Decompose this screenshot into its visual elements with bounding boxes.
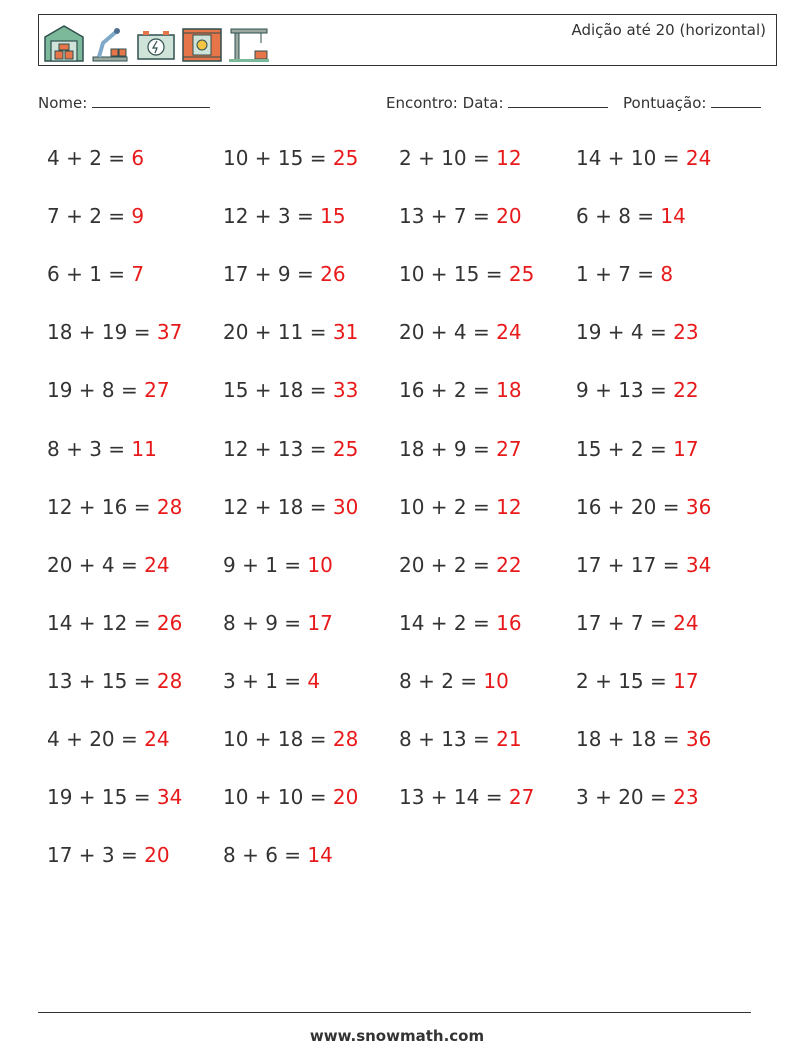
problem-answer: 11 — [131, 436, 157, 461]
problem-answer: 25 — [332, 146, 359, 170]
problem-answer: 24 — [144, 727, 170, 751]
problem-question: 4 + 20 = — [47, 727, 138, 751]
problem-answer: 23 — [673, 320, 699, 345]
problem-question: 20 + 2 = — [399, 552, 490, 577]
problem-item — [399, 437, 522, 461]
score-blank — [711, 93, 761, 108]
problem-question: 13 + 7 = — [399, 204, 490, 229]
problem-answer: 36 — [685, 494, 712, 519]
problem-question: 2 + 10 = — [399, 146, 490, 170]
problem-item — [399, 204, 522, 228]
problem-item — [47, 262, 144, 286]
problem-question: 10 + 2 = — [399, 494, 490, 519]
problem-answer: 34 — [156, 785, 183, 810]
problem-item — [223, 553, 333, 577]
problem-question: 6 + 8 = — [576, 204, 655, 229]
crane-icon — [227, 23, 271, 63]
problem-question: 8 + 2 = — [399, 668, 478, 693]
problem-item — [223, 495, 358, 519]
problem-answer: 8 — [660, 262, 674, 287]
problem-item — [47, 146, 144, 170]
score-label: Pontuação: — [623, 94, 707, 112]
problem-answer: 28 — [332, 727, 359, 751]
problem-answer: 23 — [673, 785, 699, 810]
problem-question: 16 + 2 = — [399, 378, 490, 403]
problem-answer: 21 — [496, 727, 522, 751]
problem-item — [223, 843, 333, 867]
problem-answer: 16 — [496, 610, 522, 635]
problem-answer: 14 — [307, 843, 333, 868]
problem-item — [223, 378, 358, 402]
problem-answer: 24 — [673, 610, 699, 635]
problem-answer: 25 — [332, 436, 359, 461]
problem-item — [47, 843, 170, 867]
problem-question: 18 + 19 = — [47, 320, 151, 345]
problem-answer: 26 — [156, 610, 183, 635]
problem-item — [399, 146, 522, 170]
problem-item — [223, 262, 346, 286]
problem-answer: 20 — [144, 843, 170, 868]
problem-question: 12 + 13 = — [223, 436, 327, 461]
problem-item — [223, 146, 358, 170]
problem-answer: 25 — [508, 262, 535, 287]
problem-question: 18 + 18 = — [576, 727, 680, 751]
problem-item — [47, 669, 182, 693]
problem-item — [223, 204, 346, 228]
problem-item — [576, 727, 711, 751]
problem-item — [223, 320, 358, 344]
problem-answer: 10 — [483, 668, 509, 693]
problem-answer: 17 — [307, 610, 333, 635]
problem-item — [47, 204, 144, 228]
problem-question: 6 + 1 = — [47, 262, 126, 287]
date-label: Data: — [462, 94, 504, 112]
oil-barrel-icon — [181, 23, 223, 63]
problem-question: 9 + 1 = — [223, 552, 302, 577]
problem-item — [576, 669, 699, 693]
problem-item — [399, 553, 522, 577]
score-field — [623, 93, 761, 112]
problem-question: 8 + 3 = — [47, 436, 126, 461]
problem-item — [576, 262, 673, 286]
problem-question: 16 + 20 = — [576, 494, 680, 519]
date-blank — [508, 93, 608, 108]
problem-question: 10 + 15 = — [399, 262, 503, 287]
problem-question: 10 + 10 = — [223, 785, 327, 810]
problem-item — [223, 785, 358, 809]
problem-question: 2 + 15 = — [576, 668, 667, 693]
problem-question: 12 + 18 = — [223, 494, 327, 519]
problem-answer: 7 — [131, 262, 145, 287]
problem-item — [576, 146, 711, 170]
problem-answer: 18 — [496, 378, 522, 403]
problem-item — [47, 320, 182, 344]
problem-question: 17 + 3 = — [47, 843, 138, 868]
problem-question: 17 + 9 = — [223, 262, 314, 287]
problem-question: 14 + 10 = — [576, 146, 680, 170]
problem-item — [399, 785, 534, 809]
problem-question: 10 + 15 = — [223, 146, 327, 170]
name-field — [38, 93, 210, 112]
problem-answer: 34 — [685, 552, 712, 577]
problem-question: 13 + 14 = — [399, 785, 503, 810]
problem-answer: 27 — [508, 785, 535, 810]
problem-answer: 33 — [332, 378, 359, 403]
problem-answer: 4 — [307, 668, 321, 693]
problem-answer: 20 — [332, 785, 359, 810]
problem-answer: 28 — [156, 494, 183, 519]
problem-question: 7 + 2 = — [47, 204, 126, 229]
problem-answer: 10 — [307, 552, 333, 577]
problem-item — [576, 437, 699, 461]
problem-question: 12 + 16 = — [47, 494, 151, 519]
problem-item — [47, 553, 170, 577]
problem-question: 20 + 11 = — [223, 320, 327, 345]
problem-answer: 24 — [144, 552, 170, 577]
problem-item — [576, 378, 699, 402]
worksheet-title: Adição até 20 (horizontal) — [571, 21, 766, 39]
problem-question: 10 + 18 = — [223, 727, 327, 751]
problem-answer: 31 — [332, 320, 359, 345]
problem-item — [47, 378, 170, 402]
problem-answer: 22 — [673, 378, 699, 403]
header-icons — [43, 19, 271, 63]
problem-question: 18 + 9 = — [399, 436, 490, 461]
problem-item — [576, 204, 686, 228]
problem-question: 9 + 13 = — [576, 378, 667, 403]
problem-item — [223, 611, 333, 635]
problem-item — [576, 495, 711, 519]
problem-question: 13 + 15 = — [47, 668, 151, 693]
problem-answer: 24 — [685, 146, 712, 170]
problem-question: 20 + 4 = — [399, 320, 490, 345]
problem-answer: 20 — [496, 204, 522, 229]
problem-answer: 12 — [496, 494, 522, 519]
problem-answer: 17 — [673, 668, 699, 693]
problem-question: 8 + 13 = — [399, 727, 490, 751]
problem-question: 14 + 12 = — [47, 610, 151, 635]
problem-question: 12 + 3 = — [223, 204, 314, 229]
problem-question: 4 + 2 = — [47, 146, 126, 170]
worksheet-header — [38, 14, 777, 66]
problem-item — [399, 669, 509, 693]
problem-item — [399, 320, 522, 344]
robot-arm-icon — [89, 23, 131, 63]
problem-question: 20 + 4 = — [47, 552, 138, 577]
problem-question: 8 + 6 = — [223, 843, 302, 868]
problem-answer: 17 — [673, 436, 699, 461]
problem-answer: 6 — [131, 146, 145, 170]
problem-item — [399, 611, 522, 635]
problem-item — [47, 495, 182, 519]
problem-answer: 15 — [320, 204, 346, 229]
problem-answer: 9 — [131, 204, 145, 229]
problem-item — [47, 437, 157, 461]
problem-question: 14 + 2 = — [399, 610, 490, 635]
battery-icon — [135, 23, 177, 63]
problem-item — [576, 320, 699, 344]
problem-item — [399, 727, 522, 751]
problem-item — [223, 437, 358, 461]
problem-item — [47, 785, 182, 809]
problem-question: 3 + 20 = — [576, 785, 667, 810]
footer-url: www.snowmath.com — [309, 1027, 485, 1045]
name-label: Nome: — [38, 94, 88, 112]
footer-divider — [38, 1012, 751, 1013]
problem-item — [576, 553, 711, 577]
problem-item — [399, 262, 534, 286]
problem-question: 15 + 2 = — [576, 436, 667, 461]
problem-item — [399, 378, 522, 402]
problem-item — [223, 669, 320, 693]
problem-item — [47, 727, 170, 751]
problem-answer: 24 — [496, 320, 522, 345]
problem-answer: 28 — [156, 668, 183, 693]
problem-item — [399, 495, 522, 519]
problem-question: 17 + 7 = — [576, 610, 667, 635]
problem-question: 17 + 17 = — [576, 552, 680, 577]
meeting-date-field — [386, 93, 608, 112]
meeting-label: Encontro: — [386, 94, 458, 112]
problem-item — [576, 785, 699, 809]
problem-answer: 36 — [685, 727, 712, 751]
problem-answer: 26 — [320, 262, 346, 287]
warehouse-icon — [43, 23, 85, 63]
problem-answer: 22 — [496, 552, 522, 577]
problem-item — [223, 727, 358, 751]
problem-question: 19 + 4 = — [576, 320, 667, 345]
problem-answer: 12 — [496, 146, 522, 170]
problem-answer: 30 — [332, 494, 359, 519]
problem-answer: 27 — [496, 436, 522, 461]
problem-question: 15 + 18 = — [223, 378, 327, 403]
problem-answer: 14 — [660, 204, 686, 229]
problem-question: 19 + 15 = — [47, 785, 151, 810]
problem-item — [576, 611, 699, 635]
problem-question: 1 + 7 = — [576, 262, 655, 287]
problem-answer: 37 — [156, 320, 183, 345]
problem-item — [47, 611, 182, 635]
name-blank — [92, 93, 210, 108]
problem-answer: 27 — [144, 378, 170, 403]
problem-question: 3 + 1 = — [223, 668, 302, 693]
problem-question: 19 + 8 = — [47, 378, 138, 403]
problem-question: 8 + 9 = — [223, 610, 302, 635]
